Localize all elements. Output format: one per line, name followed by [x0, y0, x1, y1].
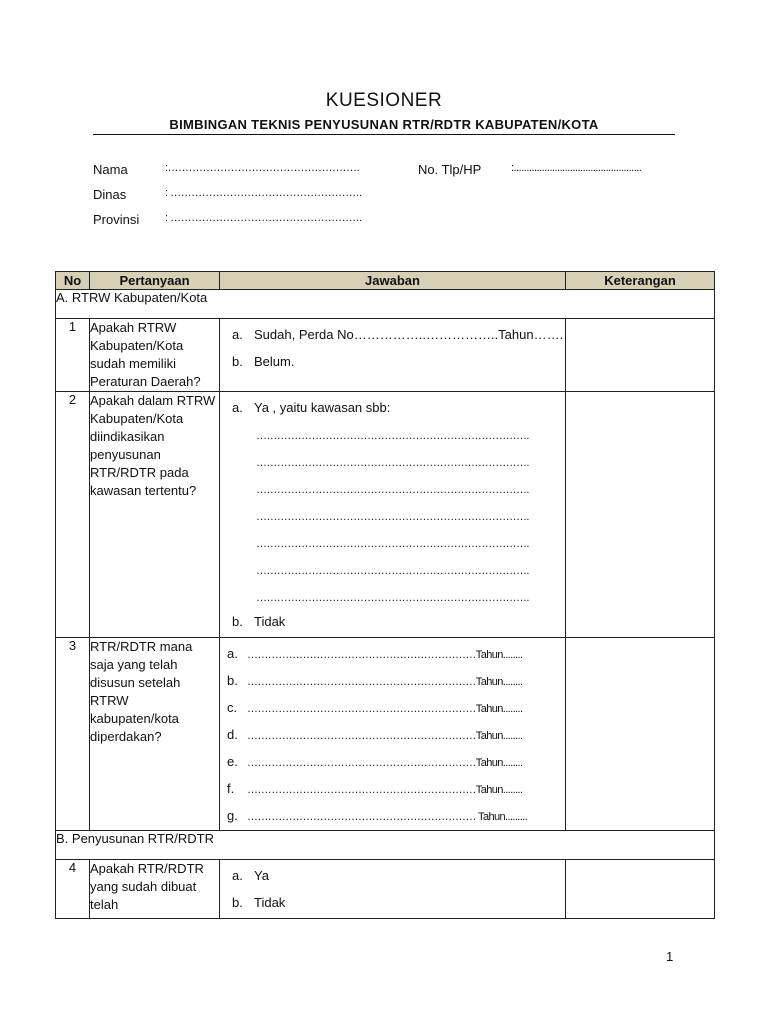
- table-row: [56, 319, 715, 392]
- q4-option-a: a. Ya: [232, 868, 269, 883]
- q2-blank-line[interactable]: …………………………………………………………………….: [256, 592, 529, 604]
- page-number: 1: [666, 949, 674, 964]
- q4-number: 4: [56, 860, 90, 919]
- q1-number: 1: [56, 319, 90, 392]
- header-keterangan: Keterangan: [566, 272, 715, 290]
- q2-blank-line[interactable]: …………………………………………………………………….: [256, 430, 529, 442]
- dinas-label: Dinas: [93, 187, 127, 202]
- q1-option-b: b. Belum.: [232, 354, 295, 369]
- section-row-a: [56, 290, 715, 319]
- q3-answer: [220, 638, 566, 831]
- header-jawaban: Jawaban: [220, 272, 566, 290]
- tlp-value: :..................................................: [511, 162, 642, 174]
- table-row: [56, 638, 715, 831]
- q3-option-g: g. ………………………………………………………… Tahun.........: [227, 808, 528, 823]
- questionnaire-table: [55, 271, 715, 919]
- q3-option-b: b. …………………………………………………………Tahun........: [227, 673, 523, 688]
- table-row: [56, 860, 715, 919]
- q2-blank-line[interactable]: …………………………………………………………………….: [256, 457, 529, 469]
- q3-question: RTR/RDTR mana saja yang telah disusun setelah RTRW kabupaten/kota diperdakan?: [90, 638, 220, 831]
- q2-keterangan[interactable]: [566, 392, 715, 638]
- title-divider: [93, 134, 675, 135]
- table-header-row: [56, 272, 715, 290]
- header-pertanyaan: Pertanyaan: [90, 272, 220, 290]
- tlp-label: No. Tlp/HP: [418, 162, 482, 177]
- q2-number: 2: [56, 392, 90, 638]
- q2-blank-line[interactable]: …………………………………………………………………….: [256, 538, 529, 550]
- table-row: [56, 392, 715, 638]
- provinsi-value: : ……………………………………………….: [165, 212, 362, 224]
- nama-label: Nama: [93, 162, 128, 177]
- q3-option-d: d. …………………………………………………………Tahun........: [227, 727, 523, 742]
- section-row-b: [56, 831, 715, 860]
- q3-keterangan[interactable]: [566, 638, 715, 831]
- document-title: KUESIONER: [325, 90, 443, 111]
- q4-keterangan[interactable]: [566, 860, 715, 919]
- q4-answer: [220, 860, 566, 919]
- q3-option-c: c. …………………………………………………………Tahun........: [227, 700, 523, 715]
- q2-blank-line[interactable]: …………………………………………………………………….: [256, 511, 529, 523]
- q1-keterangan[interactable]: [566, 319, 715, 392]
- q2-answer: [220, 392, 566, 638]
- section-a-title: A. RTRW Kabupaten/Kota: [56, 290, 715, 319]
- q3-option-e: e. …………………………………………………………Tahun........: [227, 754, 523, 769]
- q4-option-b: b. Tidak: [232, 895, 286, 910]
- q2-blank-line[interactable]: …………………………………………………………………….: [256, 484, 529, 496]
- header-no: No: [56, 272, 90, 290]
- q2-question: Apakah dalam RTRW Kabupaten/Kota diindikasikan penyusunan RTR/RDTR pada kawasan tertentu?: [90, 392, 220, 638]
- q2-blank-line[interactable]: …………………………………………………………………….: [256, 565, 529, 577]
- section-b-title: B. Penyusunan RTR/RDTR: [56, 831, 715, 860]
- q2-option-b: b. Tidak: [232, 614, 286, 629]
- q1-option-a: a. Sudah, Perda No……………..……………..Tahun…….: [232, 327, 564, 342]
- q1-question: Apakah RTRW Kabupaten/Kota sudah memiliki Peraturan Daerah?: [90, 319, 220, 392]
- dinas-value: : ……………………………………………….: [165, 187, 362, 199]
- q4-question: Apakah RTR/RDTR yang sudah dibuat telah: [90, 860, 220, 919]
- provinsi-label: Provinsi: [93, 212, 140, 227]
- q1-answer: [220, 319, 566, 392]
- document-subtitle: BIMBINGAN TEKNIS PENYUSUNAN RTR/RDTR KABUPATEN/KOTA: [169, 117, 599, 132]
- q3-number: 3: [56, 638, 90, 831]
- nama-value: :……………………………………………….: [165, 162, 360, 174]
- q3-option-a: a. …………………………………………………………Tahun........: [227, 646, 523, 661]
- q2-option-a: a. Ya , yaitu kawasan sbb:: [232, 400, 391, 415]
- q3-option-f: f. …………………………………………………………Tahun........: [227, 781, 523, 796]
